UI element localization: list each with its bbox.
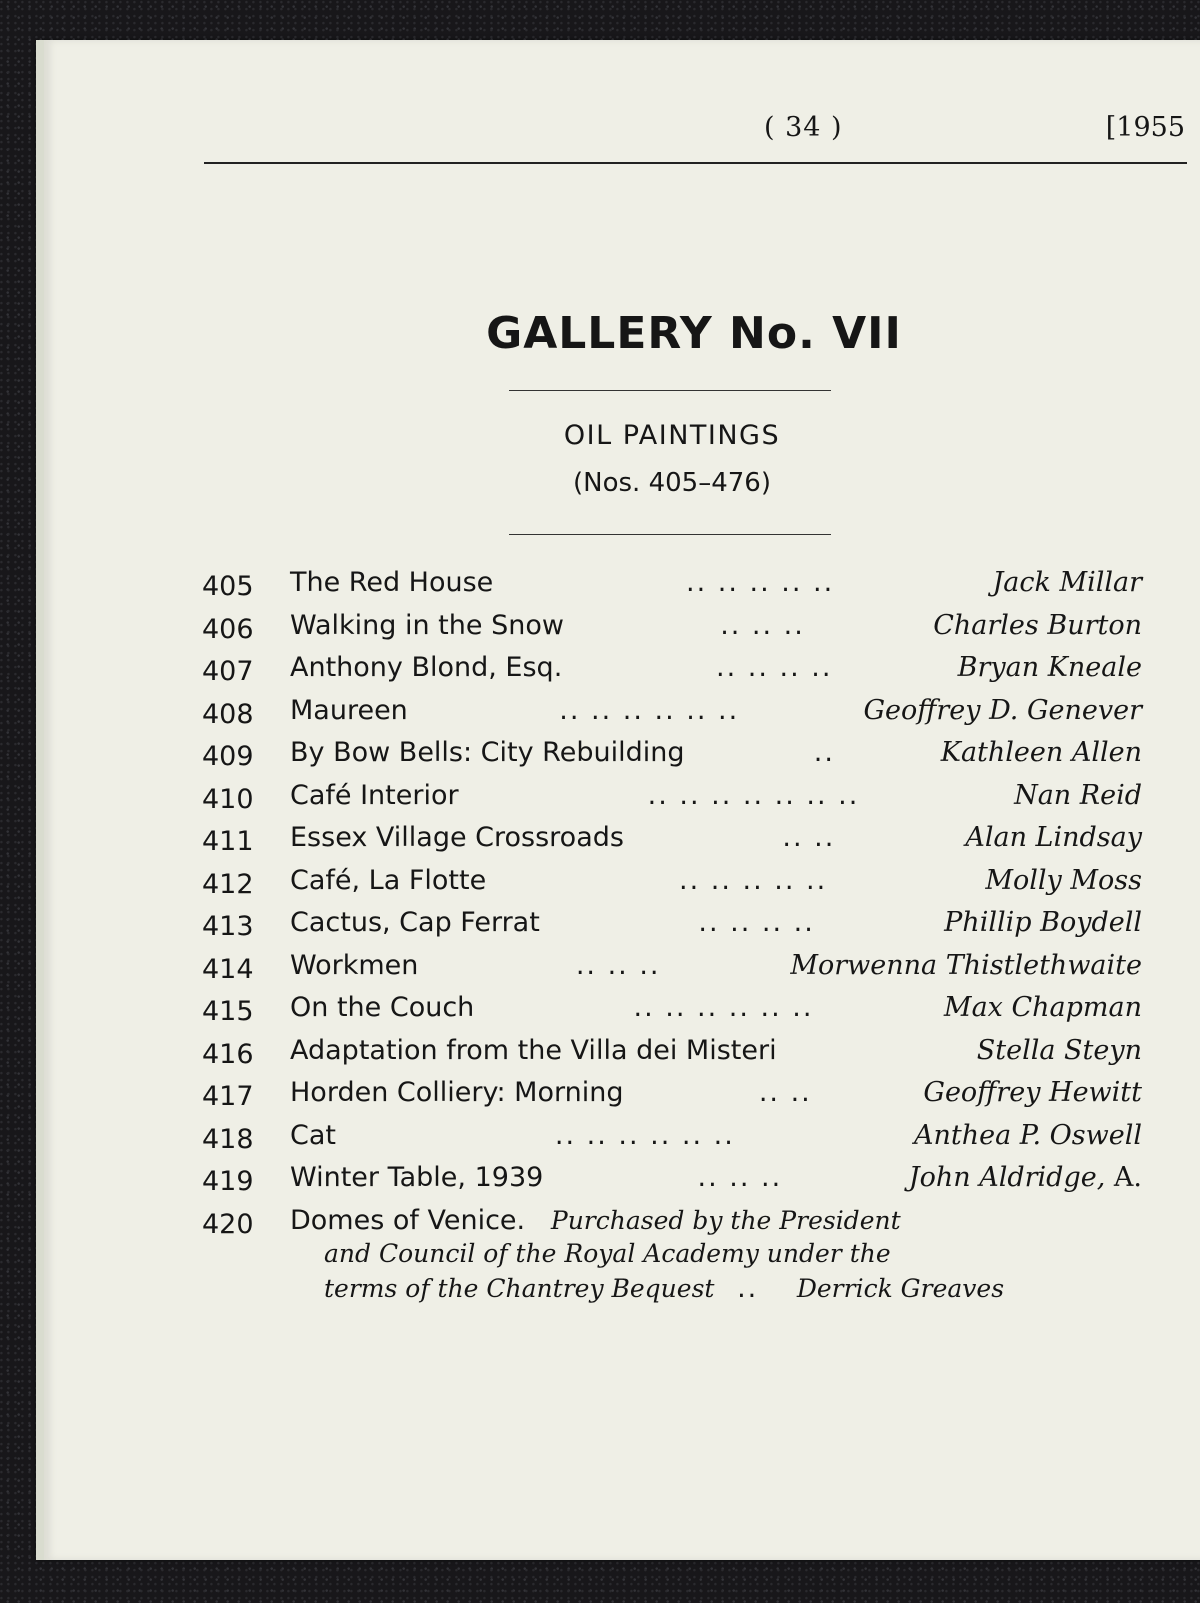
section-range: (Nos. 405–476) xyxy=(573,468,771,498)
section-rule xyxy=(509,534,831,535)
leader-dots: .. .. .. .. .. xyxy=(679,864,828,896)
entry-number: 414 xyxy=(202,953,254,985)
entry-title-text: Domes of Venice. xyxy=(290,1204,526,1236)
entry-title: Essex Village Crossroads xyxy=(290,822,624,853)
entry-artist xyxy=(977,1035,1142,1066)
entry-artist xyxy=(965,822,1142,853)
list-item xyxy=(202,1075,1142,1118)
artist-name: Bryan Kneale xyxy=(957,652,1142,683)
artist-name: Max Chapman xyxy=(943,992,1142,1023)
artist-name: Kathleen Allen xyxy=(940,737,1142,768)
entry-artist xyxy=(958,652,1142,683)
entry-number: 410 xyxy=(202,783,254,815)
leader-dots: .. .. xyxy=(782,822,836,853)
leader-dots: .. .. .. xyxy=(697,1162,783,1193)
list-item xyxy=(202,990,1142,1033)
leader-dots: .. .. .. xyxy=(575,949,661,981)
list-item xyxy=(202,1033,1142,1076)
entry-number: 406 xyxy=(202,613,254,645)
entry-number: 412 xyxy=(202,868,254,900)
entry-artist: Derrick Greaves xyxy=(796,1273,1005,1303)
leader-dots: .. .. .. .. xyxy=(716,652,833,683)
artist-name: Morwenna Thistlethwaite xyxy=(790,949,1142,981)
list-item xyxy=(202,608,1142,651)
leader-dots: .. .. .. .. xyxy=(698,907,815,938)
entry-artist xyxy=(992,567,1142,598)
entry-number: 419 xyxy=(202,1166,254,1197)
entry-title: On the Couch xyxy=(290,992,475,1023)
list-item xyxy=(202,735,1142,778)
list-item xyxy=(202,1160,1142,1203)
leader-dots: .. .. xyxy=(758,1077,812,1108)
entry-artist xyxy=(941,737,1142,768)
list-item xyxy=(202,948,1142,991)
year-marker: [1955 xyxy=(1105,112,1185,143)
entry-number: 405 xyxy=(202,571,254,602)
entry-note: and Council of the Royal Academy under the xyxy=(324,1238,891,1268)
entry-title: Maureen xyxy=(290,694,408,726)
entry-artist xyxy=(1014,780,1142,811)
entry-list xyxy=(202,565,1142,1313)
entry-number: 417 xyxy=(202,1081,254,1112)
leader-dots: .. .. .. .. .. .. xyxy=(554,1119,735,1151)
artist-name: Nan Reid xyxy=(1014,779,1142,811)
entry-artist xyxy=(923,1077,1142,1108)
artist-name: Alan Lindsay xyxy=(965,822,1142,853)
list-item xyxy=(202,778,1142,821)
list-item xyxy=(202,820,1142,863)
leader-dots: .. xyxy=(737,1272,759,1304)
gallery-title: GALLERY No. VII xyxy=(486,308,902,359)
entry-note: Purchased by the President xyxy=(550,1205,901,1235)
artist-name: Geoffrey Hewitt xyxy=(923,1077,1142,1108)
entry-number: 407 xyxy=(202,656,254,687)
artist-name: Jack Millar xyxy=(992,567,1142,598)
entry-artist xyxy=(909,1162,1142,1193)
list-item xyxy=(202,693,1142,736)
entry-title: Adaptation from the Villa dei Misteri xyxy=(290,1034,777,1066)
list-item xyxy=(202,650,1142,693)
entry-title: By Bow Bells: City Rebuilding xyxy=(290,737,685,768)
entry-artist xyxy=(863,695,1142,726)
entry-title: Horden Colliery: Morning xyxy=(290,1077,624,1108)
entry-artist xyxy=(944,907,1142,938)
catalogue-page xyxy=(36,40,1200,1560)
list-item xyxy=(202,863,1142,906)
entry-number: 416 xyxy=(202,1038,254,1070)
entry-number: 415 xyxy=(202,996,254,1027)
list-item xyxy=(202,905,1142,948)
entry-title: Café, La Flotte xyxy=(290,864,487,896)
entry-number: 413 xyxy=(202,911,254,942)
artist-name: John Aldridge, xyxy=(908,1162,1106,1193)
entry-artist xyxy=(790,950,1142,981)
leader-dots: .. xyxy=(813,737,835,768)
page-header xyxy=(204,112,1187,164)
list-item xyxy=(202,565,1142,608)
entry-title xyxy=(290,1205,901,1236)
page-number: ( 34 ) xyxy=(764,112,843,143)
leader-dots: .. .. .. .. .. .. xyxy=(559,694,740,726)
entry-title: Walking in the Snow xyxy=(290,609,564,641)
entry-note: terms of the Chantrey Bequest xyxy=(324,1273,715,1303)
entry-note-line xyxy=(324,1273,1004,1304)
entry-artist xyxy=(944,992,1142,1023)
leader-dots: .. .. .. xyxy=(720,609,805,641)
artist-name: Stella Steyn xyxy=(976,1034,1142,1066)
leader-dots: .. .. .. .. .. .. .. xyxy=(647,779,860,811)
entry-title: The Red House xyxy=(290,567,494,598)
artist-name: Anthea P. Oswell xyxy=(914,1119,1142,1151)
artist-name: Geoffrey D. Genever xyxy=(863,694,1142,726)
list-item xyxy=(202,1118,1142,1161)
entry-artist xyxy=(933,610,1142,641)
artist-name: Molly Moss xyxy=(985,864,1142,896)
title-rule xyxy=(509,390,831,391)
entry-artist xyxy=(985,865,1142,896)
entry-number: 408 xyxy=(202,698,254,730)
entry-number: 411 xyxy=(202,826,254,857)
artist-name: Charles Burton xyxy=(933,609,1142,641)
entry-title: Café Interior xyxy=(290,779,459,811)
entry-title: Workmen xyxy=(290,949,419,981)
list-item xyxy=(202,1203,1142,1313)
artist-name: Phillip Boydell xyxy=(944,907,1142,938)
artist-suffix: A. xyxy=(1113,1162,1142,1193)
entry-number: 409 xyxy=(202,741,254,772)
entry-title: Cactus, Cap Ferrat xyxy=(290,907,540,938)
entry-title: Cat xyxy=(290,1119,336,1151)
entry-number: 420 xyxy=(202,1208,254,1240)
entry-title: Anthony Blond, Esq. xyxy=(290,652,563,683)
entry-number: 418 xyxy=(202,1123,254,1155)
entry-title: Winter Table, 1939 xyxy=(290,1162,544,1193)
section-title: OIL PAINTINGS xyxy=(563,420,781,451)
entry-artist xyxy=(914,1120,1142,1151)
leader-dots: .. .. .. .. .. .. xyxy=(633,992,814,1023)
leader-dots: .. .. .. .. .. xyxy=(686,567,835,598)
